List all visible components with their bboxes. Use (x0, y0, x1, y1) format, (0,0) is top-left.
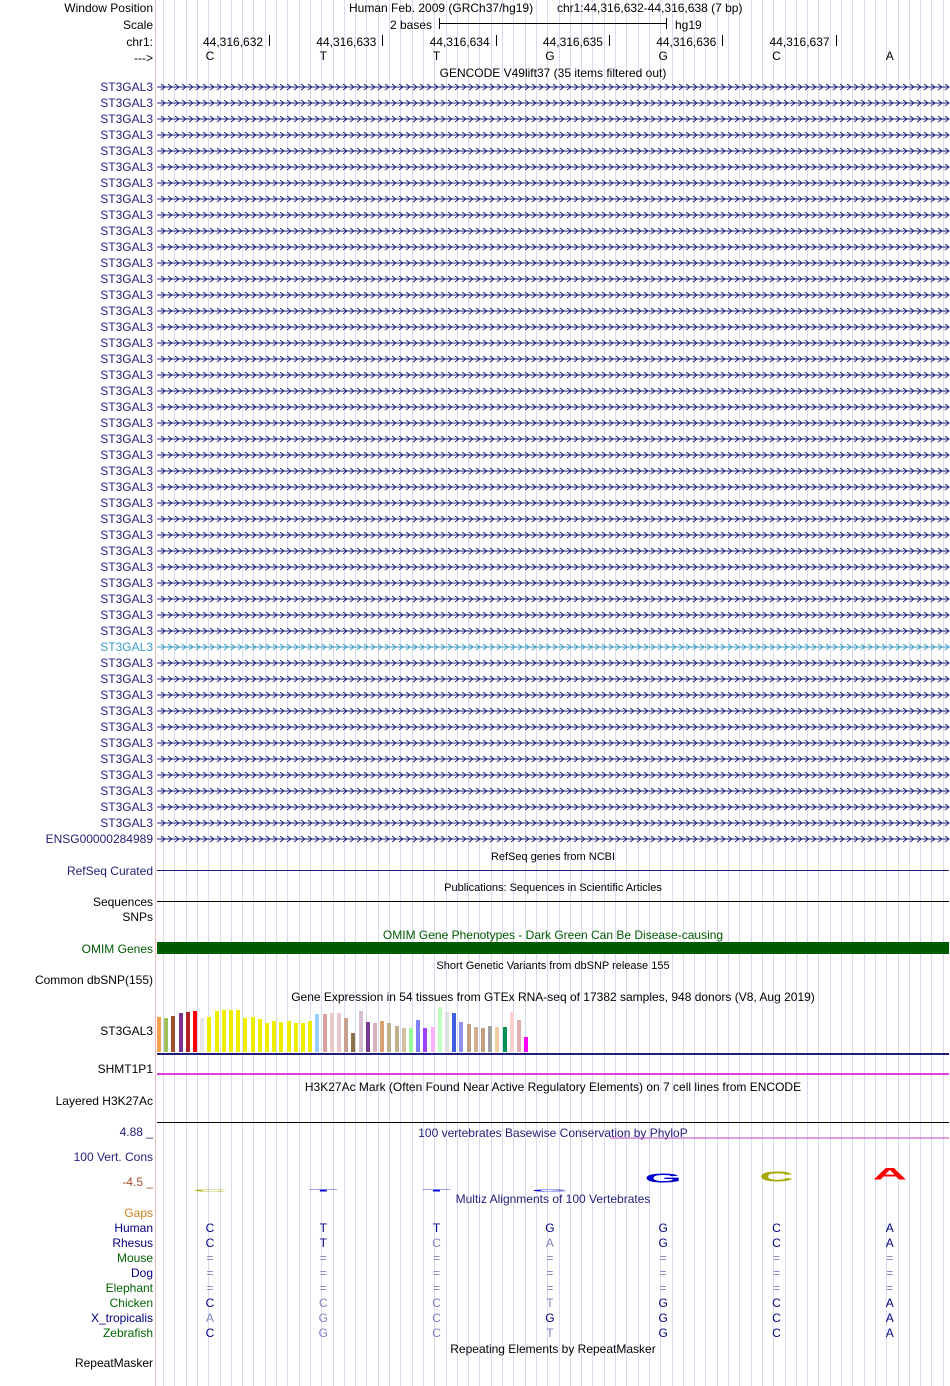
scale-text: 2 bases (390, 18, 433, 32)
gencode-transcript-feature[interactable] (157, 562, 949, 572)
multiz-species-label[interactable]: Rhesus (112, 1236, 153, 1250)
gtex-tissue-bar[interactable] (251, 1017, 255, 1052)
ruler-position: 44,316,633 (316, 35, 377, 49)
gencode-transcript-feature[interactable] (157, 146, 949, 156)
multiz-base: T (432, 1221, 441, 1235)
multiz-base: G (658, 1326, 668, 1340)
gencode-transcript-label[interactable]: ST3GAL3 (100, 608, 153, 622)
multiz-base: = (886, 1266, 894, 1280)
multiz-base: = (319, 1266, 327, 1280)
multiz-base: A (885, 1236, 894, 1250)
multiz-base: A (205, 1311, 214, 1325)
gencode-transcript-feature[interactable] (157, 178, 949, 188)
gtex-tissue-bar[interactable] (236, 1010, 240, 1052)
gtex-tissue-bar[interactable] (243, 1018, 247, 1052)
repeatmasker-track-title[interactable]: Repeating Elements by RepeatMasker (450, 1342, 656, 1356)
publications-track-label[interactable]: Sequences (92, 895, 153, 909)
gencode-transcript-feature[interactable] (157, 354, 949, 364)
scale-label: Scale (122, 18, 153, 32)
gtex-tissue-bar[interactable] (431, 1027, 435, 1052)
gtex-tissue-bar[interactable] (344, 1018, 348, 1052)
multiz-base: T (546, 1326, 554, 1340)
gencode-transcript-label[interactable]: ST3GAL3 (100, 416, 153, 430)
gencode-transcript-label[interactable]: ST3GAL3 (100, 384, 153, 398)
multiz-base: G (658, 1296, 668, 1310)
gencode-transcript-feature[interactable] (157, 818, 949, 828)
window-position-label: Window Position (64, 1, 153, 15)
gencode-transcript-label[interactable]: ST3GAL3 (100, 400, 153, 414)
gencode-transcript-feature[interactable] (157, 706, 949, 716)
gtex-tissue-bar[interactable] (315, 1014, 319, 1052)
gtex-tissue-bar[interactable] (445, 1012, 449, 1052)
multiz-base: G (545, 1311, 555, 1325)
gencode-transcript-feature[interactable] (157, 770, 949, 780)
gencode-transcript-feature[interactable] (157, 466, 949, 476)
gencode-transcript-label[interactable]: ST3GAL3 (100, 288, 153, 302)
multiz-species-label[interactable]: X_tropicalis (90, 1311, 153, 1325)
gencode-transcript-label[interactable]: ST3GAL3 (100, 176, 153, 190)
dbsnp-track-label[interactable]: Common dbSNP(155) (34, 973, 153, 987)
gencode-transcript-feature[interactable] (157, 370, 949, 380)
conservation-base-logo: C (759, 1168, 794, 1185)
gtex-tissue-bar[interactable] (495, 1027, 499, 1052)
multiz-base: C (205, 1296, 215, 1310)
gtex-tissue-bar[interactable] (323, 1014, 327, 1052)
multiz-base: T (319, 1221, 327, 1235)
gencode-transcript-feature[interactable] (157, 754, 949, 764)
gtex-tissue-bar[interactable] (524, 1037, 528, 1052)
multiz-base: C (318, 1296, 328, 1310)
refseq-track-title[interactable]: RefSeq genes from NCBI (490, 851, 616, 863)
gencode-transcript-label[interactable]: ST3GAL3 (100, 160, 153, 174)
gtex-tissue-bar[interactable] (272, 1021, 276, 1052)
strand-label: ---> (134, 51, 153, 65)
gencode-transcript-label[interactable]: ST3GAL3 (100, 784, 153, 798)
ruler-tick (269, 35, 270, 46)
gencode-transcript-label[interactable]: ST3GAL3 (100, 672, 153, 686)
multiz-base: C (432, 1326, 441, 1340)
ruler-base: A (885, 49, 894, 63)
multiz-base: = (772, 1281, 780, 1295)
gtex-tissue-bar[interactable] (337, 1013, 341, 1052)
gencode-transcript-label[interactable]: ST3GAL3 (100, 496, 153, 510)
gencode-transcript-feature[interactable] (157, 834, 949, 844)
conservation-base-logo: A (872, 1164, 907, 1184)
gtex-tissue-bar[interactable] (517, 1020, 521, 1052)
gtex-tissue-bar[interactable] (503, 1027, 507, 1052)
ruler-tick (836, 35, 837, 46)
gtex-tissue-bar[interactable] (279, 1022, 283, 1052)
multiz-species-label[interactable]: Chicken (109, 1296, 153, 1310)
position-text: chr1:44,316,632-44,316,638 (7 bp) (557, 1, 743, 15)
publications-feature-line[interactable] (157, 901, 949, 902)
gtex-tissue-bar[interactable] (481, 1028, 485, 1052)
gencode-transcript-feature[interactable] (157, 258, 949, 268)
shmt1p1-label[interactable]: SHMT1P1 (97, 1062, 153, 1076)
gencode-transcript-label[interactable]: ST3GAL3 (100, 352, 153, 366)
multiz-base: C (772, 1311, 781, 1325)
gtex-tissue-bar[interactable] (416, 1020, 420, 1052)
multiz-base: = (206, 1281, 214, 1295)
gencode-transcript-label[interactable]: ST3GAL3 (100, 624, 153, 638)
gencode-transcript-feature[interactable] (157, 690, 949, 700)
multiz-base: A (545, 1236, 554, 1250)
gtex-tissue-bar[interactable] (157, 1017, 161, 1052)
gencode-transcript-label[interactable]: ST3GAL3 (100, 688, 153, 702)
conservation-plot[interactable] (157, 1134, 949, 1193)
multiz-track-title[interactable]: Multiz Alignments of 100 Vertebrates (455, 1192, 651, 1206)
gencode-transcript-feature[interactable] (157, 82, 949, 92)
multiz-species-label[interactable]: Mouse (116, 1251, 153, 1265)
conservation-base-logo: G (531, 1188, 569, 1193)
gencode-transcript-feature[interactable] (157, 274, 949, 284)
multiz-base: = (772, 1266, 780, 1280)
chrom-label: chr1: (126, 35, 153, 49)
gtex-track-title[interactable]: Gene Expression in 54 tissues from GTEx RNA-seq of 17382 samples, 948 donors (V8, Aug 2019) (291, 990, 815, 1004)
multiz-base: T (546, 1296, 554, 1310)
conservation-track-label[interactable]: 100 Vert. Cons (73, 1150, 153, 1164)
multiz-species-label[interactable]: Elephant (105, 1281, 153, 1295)
gtex-tissue-bar[interactable] (164, 1018, 168, 1052)
gencode-transcript-label[interactable]: ST3GAL3 (100, 144, 153, 158)
multiz-base: G (658, 1221, 668, 1235)
gencode-transcript-label[interactable]: ST3GAL3 (100, 592, 153, 606)
gencode-transcript-label[interactable]: ST3GAL3 (100, 304, 153, 318)
gencode-transcript-label[interactable]: ST3GAL3 (100, 224, 153, 238)
snps-track-label[interactable]: SNPs (122, 910, 153, 924)
multiz-base: C (432, 1296, 441, 1310)
gencode-transcript-label[interactable]: ST3GAL3 (100, 656, 153, 670)
gencode-transcript-feature[interactable] (157, 338, 949, 348)
gtex-tissue-bar[interactable] (351, 1033, 355, 1052)
gencode-transcript-label[interactable]: ST3GAL3 (100, 720, 153, 734)
multiz-base: = (886, 1251, 894, 1265)
gencode-transcript-label[interactable]: ST3GAL3 (100, 80, 153, 94)
ruler-base: T (432, 49, 441, 63)
gencode-transcript-feature[interactable] (157, 434, 949, 444)
multiz-base: = (772, 1251, 780, 1265)
multiz-base: C (205, 1221, 215, 1235)
gtex-tissue-bar[interactable] (402, 1028, 406, 1052)
gencode-transcript-feature[interactable] (157, 386, 949, 396)
label-separator (155, 0, 156, 1386)
multiz-base: C (432, 1236, 441, 1250)
gtex-tissue-bar[interactable] (258, 1019, 262, 1052)
multiz-base: T (319, 1236, 327, 1250)
ruler-base: C (772, 49, 781, 63)
gtex-tissue-bar[interactable] (510, 1012, 514, 1052)
gencode-transcript-feature[interactable] (157, 114, 949, 124)
gtex-gene-label[interactable]: ST3GAL3 (100, 1024, 153, 1038)
gtex-tissue-bar[interactable] (301, 1023, 305, 1052)
gencode-transcript-label[interactable]: ST3GAL3 (100, 432, 153, 446)
ruler-tick (382, 35, 383, 46)
gencode-transcript-label[interactable]: ST3GAL3 (100, 128, 153, 142)
gencode-transcript-feature[interactable] (157, 546, 949, 556)
multiz-base: = (659, 1281, 667, 1295)
gencode-transcript-feature[interactable] (157, 242, 949, 252)
publications-track-title[interactable]: Publications: Sequences in Scientific Articles (444, 882, 662, 894)
multiz-base: A (885, 1221, 894, 1235)
h3k27ac-track-label[interactable]: Layered H3K27Ac (55, 1094, 153, 1108)
gtex-tissue-bar[interactable] (488, 1026, 492, 1052)
gencode-transcript-label[interactable]: ST3GAL3 (100, 640, 153, 654)
gencode-transcript-feature[interactable] (157, 450, 949, 460)
multiz-base: G (658, 1311, 668, 1325)
gencode-transcript-label[interactable]: ST3GAL3 (100, 320, 153, 334)
gencode-transcript-feature[interactable] (157, 210, 949, 220)
ruler-position: 44,316,635 (542, 35, 603, 49)
gencode-transcript-feature[interactable] (157, 738, 949, 748)
gtex-tissue-bar[interactable] (474, 1027, 478, 1052)
gtex-tissue-bar[interactable] (222, 1010, 226, 1052)
multiz-base: C (772, 1296, 781, 1310)
multiz-base: = (319, 1251, 327, 1265)
shmt1p1-feature-line[interactable] (157, 1073, 949, 1075)
gencode-transcript-feature[interactable] (157, 722, 949, 732)
multiz-base: C (432, 1311, 441, 1325)
omim-track-title[interactable]: OMIM Gene Phenotypes - Dark Green Can Be Disease-causing (382, 928, 724, 942)
multiz-base: = (546, 1266, 554, 1280)
ruler-tick (496, 35, 497, 46)
gtex-tissue-bar[interactable] (229, 1010, 233, 1052)
multiz-base: = (433, 1266, 441, 1280)
gencode-transcript-feature[interactable] (157, 290, 949, 300)
gencode-transcript-label[interactable]: ST3GAL3 (100, 800, 153, 814)
multiz-base: = (433, 1281, 441, 1295)
gtex-tissue-bar[interactable] (359, 1011, 363, 1052)
conservation-base-logo: T (308, 1188, 338, 1193)
ruler-base: G (545, 49, 555, 63)
gencode-transcript-feature[interactable] (157, 674, 949, 684)
gtex-tissue-bar[interactable] (467, 1024, 471, 1052)
ruler-position: 44,316,636 (656, 35, 717, 49)
gtex-tissue-bar[interactable] (387, 1023, 391, 1052)
gencode-transcript-feature[interactable] (157, 626, 949, 636)
gencode-transcript-label[interactable]: ST3GAL3 (100, 240, 153, 254)
multiz-base: A (885, 1296, 894, 1310)
multiz-base: = (546, 1251, 554, 1265)
refseq-feature-line[interactable] (157, 870, 949, 871)
conservation-base-logo: C (192, 1188, 228, 1193)
scale-bar-right-tick (666, 18, 667, 29)
refseq-track-label[interactable]: RefSeq Curated (66, 864, 153, 878)
gencode-transcript-label[interactable]: ST3GAL3 (100, 560, 153, 574)
gencode-transcript-label[interactable]: ST3GAL3 (100, 816, 153, 830)
gencode-transcript-label[interactable]: ST3GAL3 (100, 704, 153, 718)
ruler-tick (609, 35, 610, 46)
gencode-transcript-feature[interactable] (157, 530, 949, 540)
gencode-transcript-feature[interactable] (157, 418, 949, 428)
gtex-tissue-bar[interactable] (330, 1013, 334, 1052)
gencode-transcript-feature[interactable] (157, 498, 949, 508)
gencode-transcript-label[interactable]: ST3GAL3 (100, 752, 153, 766)
gencode-transcript-feature[interactable] (157, 482, 949, 492)
ruler-base: G (658, 49, 668, 63)
multiz-species-label[interactable]: Human (114, 1221, 153, 1235)
gtex-tissue-bar[interactable] (395, 1026, 399, 1052)
multiz-base: C (772, 1236, 781, 1250)
gencode-transcript-label[interactable]: ST3GAL3 (100, 112, 153, 126)
ruler-position: 44,316,634 (429, 35, 490, 49)
conservation-ymin-label: -4.5 _ (122, 1175, 153, 1189)
gtex-tissue-bar[interactable] (409, 1028, 413, 1052)
multiz-base: = (206, 1266, 214, 1280)
conservation-base-logo: G (644, 1170, 682, 1186)
gencode-transcript-feature[interactable] (157, 98, 949, 108)
scale-bar-left-tick (439, 18, 440, 29)
gtex-tissue-bar[interactable] (423, 1028, 427, 1052)
ruler-base: C (205, 49, 215, 63)
assembly-text: Human Feb. 2009 (GRCh37/hg19) (349, 1, 534, 15)
multiz-base: G (318, 1311, 328, 1325)
gencode-transcript-feature[interactable] (157, 226, 949, 236)
multiz-base: A (885, 1326, 894, 1340)
multiz-base: = (659, 1251, 667, 1265)
multiz-base: = (319, 1281, 327, 1295)
gencode-transcript-feature[interactable] (157, 130, 949, 140)
gtex-tissue-bar[interactable] (287, 1021, 291, 1052)
gtex-tissue-bar[interactable] (171, 1016, 175, 1052)
multiz-base: = (886, 1281, 894, 1295)
gencode-transcript-feature[interactable] (157, 162, 949, 172)
repeatmasker-track-label[interactable]: RepeatMasker (74, 1356, 153, 1370)
multiz-base: = (206, 1251, 214, 1265)
multiz-base: C (205, 1326, 215, 1340)
gencode-transcript-feature[interactable] (157, 306, 949, 316)
gencode-track-title[interactable]: GENCODE V49lift37 (35 items filtered out) (439, 66, 667, 80)
gencode-transcript-label[interactable]: ST3GAL3 (100, 272, 153, 286)
multiz-base: A (885, 1311, 894, 1325)
gencode-transcript-label[interactable]: ST3GAL3 (100, 544, 153, 558)
gencode-transcript-feature[interactable] (157, 194, 949, 204)
ruler-position: 44,316,632 (203, 35, 264, 49)
gencode-transcript-feature[interactable] (157, 642, 949, 652)
conservation-ymax-label: 4.88 _ (119, 1125, 153, 1139)
gtex-tissue-bar[interactable] (366, 1022, 370, 1052)
gencode-transcript-feature[interactable] (157, 322, 949, 332)
gencode-transcript-label[interactable]: ST3GAL3 (100, 736, 153, 750)
gencode-transcript-feature[interactable] (157, 658, 949, 668)
gtex-tissue-bar[interactable] (438, 1007, 442, 1052)
gencode-transcript-feature[interactable] (157, 402, 949, 412)
multiz-base: = (546, 1281, 554, 1295)
conservation-base-logo: T (422, 1188, 452, 1193)
gtex-tissue-bar[interactable] (193, 1011, 197, 1052)
omim-track-label[interactable]: OMIM Genes (81, 942, 153, 956)
gencode-transcript-label[interactable]: ST3GAL3 (100, 464, 153, 478)
multiz-base: G (545, 1221, 555, 1235)
gtex-tissue-bar[interactable] (308, 1021, 312, 1052)
gencode-transcript-feature[interactable] (157, 610, 949, 620)
scale-bar (439, 23, 667, 24)
ruler-base: T (319, 49, 327, 63)
gtex-tissue-bar[interactable] (294, 1023, 298, 1052)
gencode-transcript-label[interactable]: ST3GAL3 (100, 96, 153, 110)
multiz-base: G (318, 1326, 328, 1340)
gencode-transcript-feature[interactable] (157, 578, 949, 588)
gencode-transcript-feature[interactable] (157, 514, 949, 524)
gencode-transcript-label[interactable]: ST3GAL3 (100, 368, 153, 382)
ruler-tick (722, 35, 723, 46)
gencode-transcript-label[interactable]: ST3GAL3 (100, 208, 153, 222)
multiz-base: = (433, 1251, 441, 1265)
h3k27ac-baseline (157, 1122, 949, 1123)
gencode-transcript-label[interactable]: ST3GAL3 (100, 336, 153, 350)
multiz-base: = (659, 1266, 667, 1280)
multiz-base: C (772, 1326, 781, 1340)
multiz-base: C (772, 1221, 781, 1235)
gtex-tissue-bar[interactable] (459, 1022, 463, 1052)
gencode-transcript-feature[interactable] (157, 594, 949, 604)
gencode-transcript-label[interactable]: ST3GAL3 (100, 480, 153, 494)
gencode-transcript-label[interactable]: ST3GAL3 (100, 768, 153, 782)
gtex-tissue-bar[interactable] (186, 1012, 190, 1052)
gtex-tissue-bar[interactable] (452, 1013, 456, 1052)
dbsnp-track-title[interactable]: Short Genetic Variants from dbSNP release 155 (436, 960, 670, 972)
multiz-base: C (205, 1236, 215, 1250)
gtex-tissue-bar[interactable] (179, 1013, 183, 1052)
gtex-gene-line[interactable] (157, 1053, 949, 1055)
gtex-tissue-bar[interactable] (380, 1021, 384, 1052)
gencode-transcript-feature[interactable] (157, 786, 949, 796)
gencode-transcript-label[interactable]: ENSG00000284989 (45, 832, 153, 846)
ruler-position: 44,316,637 (769, 35, 830, 49)
gencode-transcript-feature[interactable] (157, 802, 949, 812)
conservation-track-title[interactable]: 100 vertebrates Basewise Conservation by PhyloP (418, 1126, 688, 1140)
omim-feature-bar[interactable] (157, 942, 949, 954)
gencode-transcript-label[interactable]: ST3GAL3 (100, 448, 153, 462)
multiz-base: G (658, 1236, 668, 1250)
gtex-tissue-bar[interactable] (200, 1018, 204, 1052)
gencode-transcript-label[interactable]: ST3GAL3 (100, 528, 153, 542)
gencode-transcript-label[interactable]: ST3GAL3 (100, 256, 153, 270)
gencode-transcript-label[interactable]: ST3GAL3 (100, 192, 153, 206)
gtex-tissue-bar[interactable] (265, 1023, 269, 1052)
multiz-species-label[interactable]: Zebrafish (102, 1326, 153, 1340)
gencode-transcript-label[interactable]: ST3GAL3 (100, 576, 153, 590)
gtex-tissue-bar[interactable] (215, 1011, 219, 1052)
multiz-species-label[interactable]: Dog (130, 1266, 153, 1280)
gtex-tissue-bar[interactable] (373, 1023, 377, 1052)
gaps-label: Gaps (124, 1206, 153, 1220)
gtex-tissue-bar[interactable] (207, 1017, 211, 1052)
gencode-transcript-label[interactable]: ST3GAL3 (100, 512, 153, 526)
db-text: hg19 (675, 18, 702, 32)
h3k27ac-track-title[interactable]: H3K27Ac Mark (Often Found Near Active Regulatory Elements) on 7 cell lines from ENCODE (304, 1080, 802, 1094)
